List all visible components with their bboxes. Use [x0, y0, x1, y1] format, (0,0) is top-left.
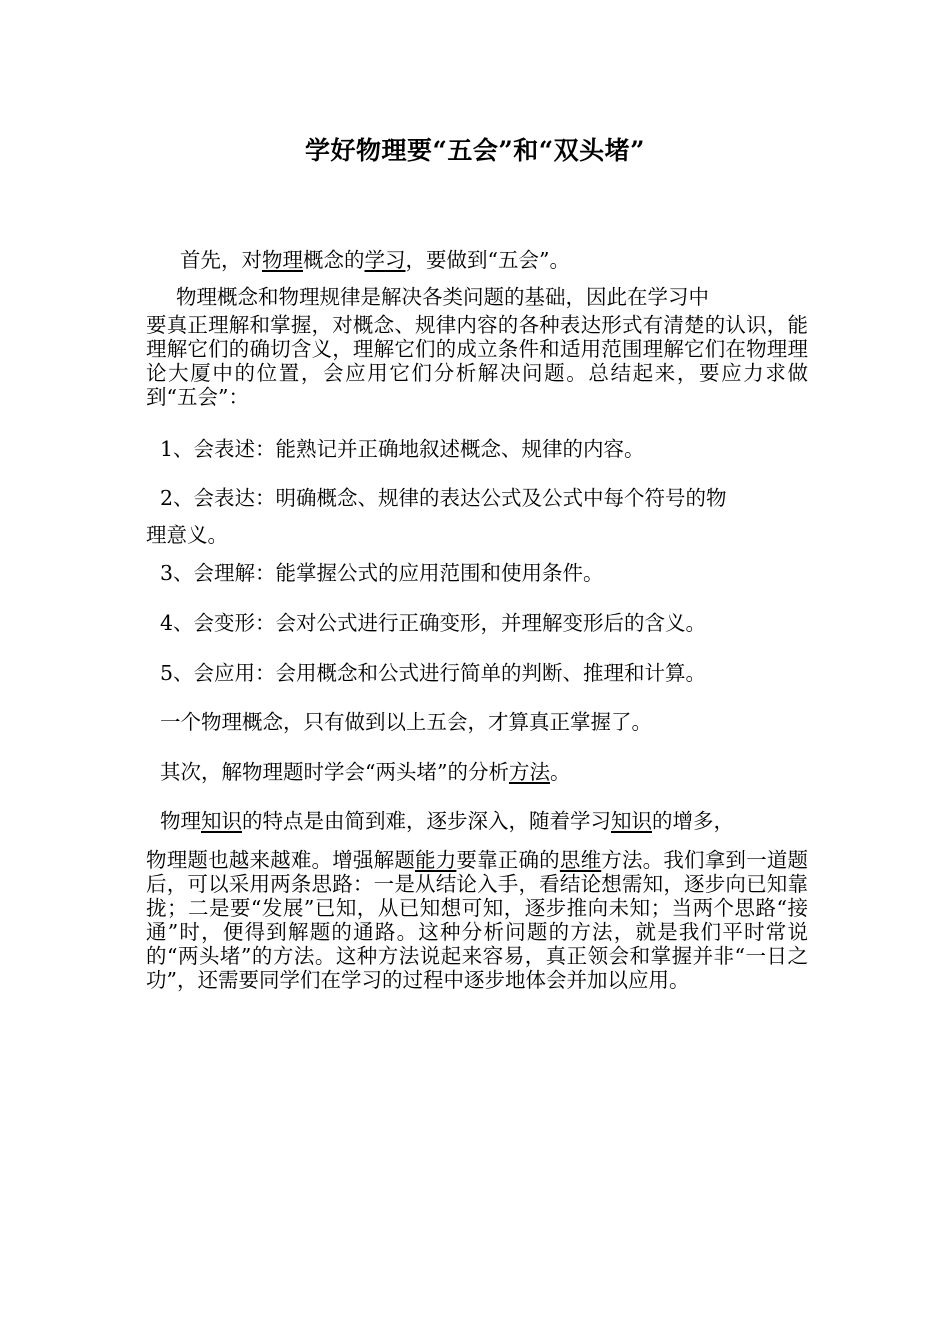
intro-underlined-study: 学习 — [364, 248, 406, 272]
intro-text-post: ，要做到“五会”。 — [405, 248, 570, 272]
second-heading-line — [160, 759, 570, 785]
para2-text-3: 的增多， — [652, 809, 734, 833]
para2-text-2: 的特点是由简到难，逐步深入，随着学习 — [242, 809, 611, 833]
para2-underlined-knowledge-2: 知识 — [611, 809, 652, 833]
list-item-4: 4、会变形：会对公式进行正确变形，并理解变形后的含义。 — [160, 611, 707, 635]
document-title: 学好物理要“五会”和“双头堵” — [304, 136, 646, 165]
para2-underlined-thinking: 思维 — [559, 848, 602, 872]
second-text-pre: 其次，解物理题时学会“两头堵”的分析 — [160, 760, 509, 784]
paragraph-concepts-body: 要真正理解和掌握，对概念、规律内容的各种表达形式有清楚的认识，能理解它们的确切含义，理解它们的成立条件和适用范围理解它们在物理理论大厦中的位置，会应用它们分析解决问题。总结起来，要应力求做到“五会”： — [146, 313, 808, 409]
second-text-post: 。 — [549, 760, 571, 784]
intro-line — [180, 247, 570, 273]
paragraph-concepts-first-line: 物理概念和物理规律是解决各类问题的基础，因此在学习中 — [176, 285, 709, 309]
intro-underlined-physics: 物理 — [262, 248, 303, 272]
intro-text-mid: 概念的 — [303, 248, 365, 272]
para2-text-1: 物理 — [160, 809, 201, 833]
para2-underlined-ability: 能力 — [415, 848, 457, 872]
summary-line: 一个物理概念，只有做到以上五会，才算真正掌握了。 — [160, 710, 652, 734]
second-underlined-method: 方法 — [508, 760, 550, 784]
paragraph-method-body — [146, 848, 808, 992]
paragraph-method-first-line — [160, 808, 734, 834]
list-item-2: 2、会表达：明确概念、规律的表达公式及公式中每个符号的物 — [160, 486, 727, 510]
list-item-5: 5、会应用：会用概念和公式进行简单的判断、推理和计算。 — [160, 661, 707, 685]
para2-text-5: 要靠正确的 — [456, 848, 560, 872]
para2-underlined-knowledge-1: 知识 — [201, 809, 242, 833]
para2-text-6: 方法。我们拿到一道题后，可以采用两条思路：一是从结论入手，看结论想需知，逐步向已知靠拢；二是要“发展”已知，从已知想可知，逐步推向未知；当两个思路“接通”时，便得到解题的通路。这种分析问题的方法，就是我们平时常说的“两头堵”的方法。这种方法说起来容易，真正领会和掌握并非“一日之功”，还需要同学们在学习的过程中逐步地体会并加以应用。 — [146, 848, 809, 992]
list-item-3: 3、会理解：能掌握公式的应用范围和使用条件。 — [160, 561, 604, 585]
list-item-2-continued: 理意义。 — [146, 523, 228, 547]
para2-text-4: 物理题也越来越难。增强解题 — [146, 848, 416, 872]
list-item-1: 1、会表述：能熟记并正确地叙述概念、规律的内容。 — [160, 437, 645, 461]
intro-text-pre: 首先，对 — [180, 248, 262, 272]
paragraph-concepts — [146, 285, 808, 409]
